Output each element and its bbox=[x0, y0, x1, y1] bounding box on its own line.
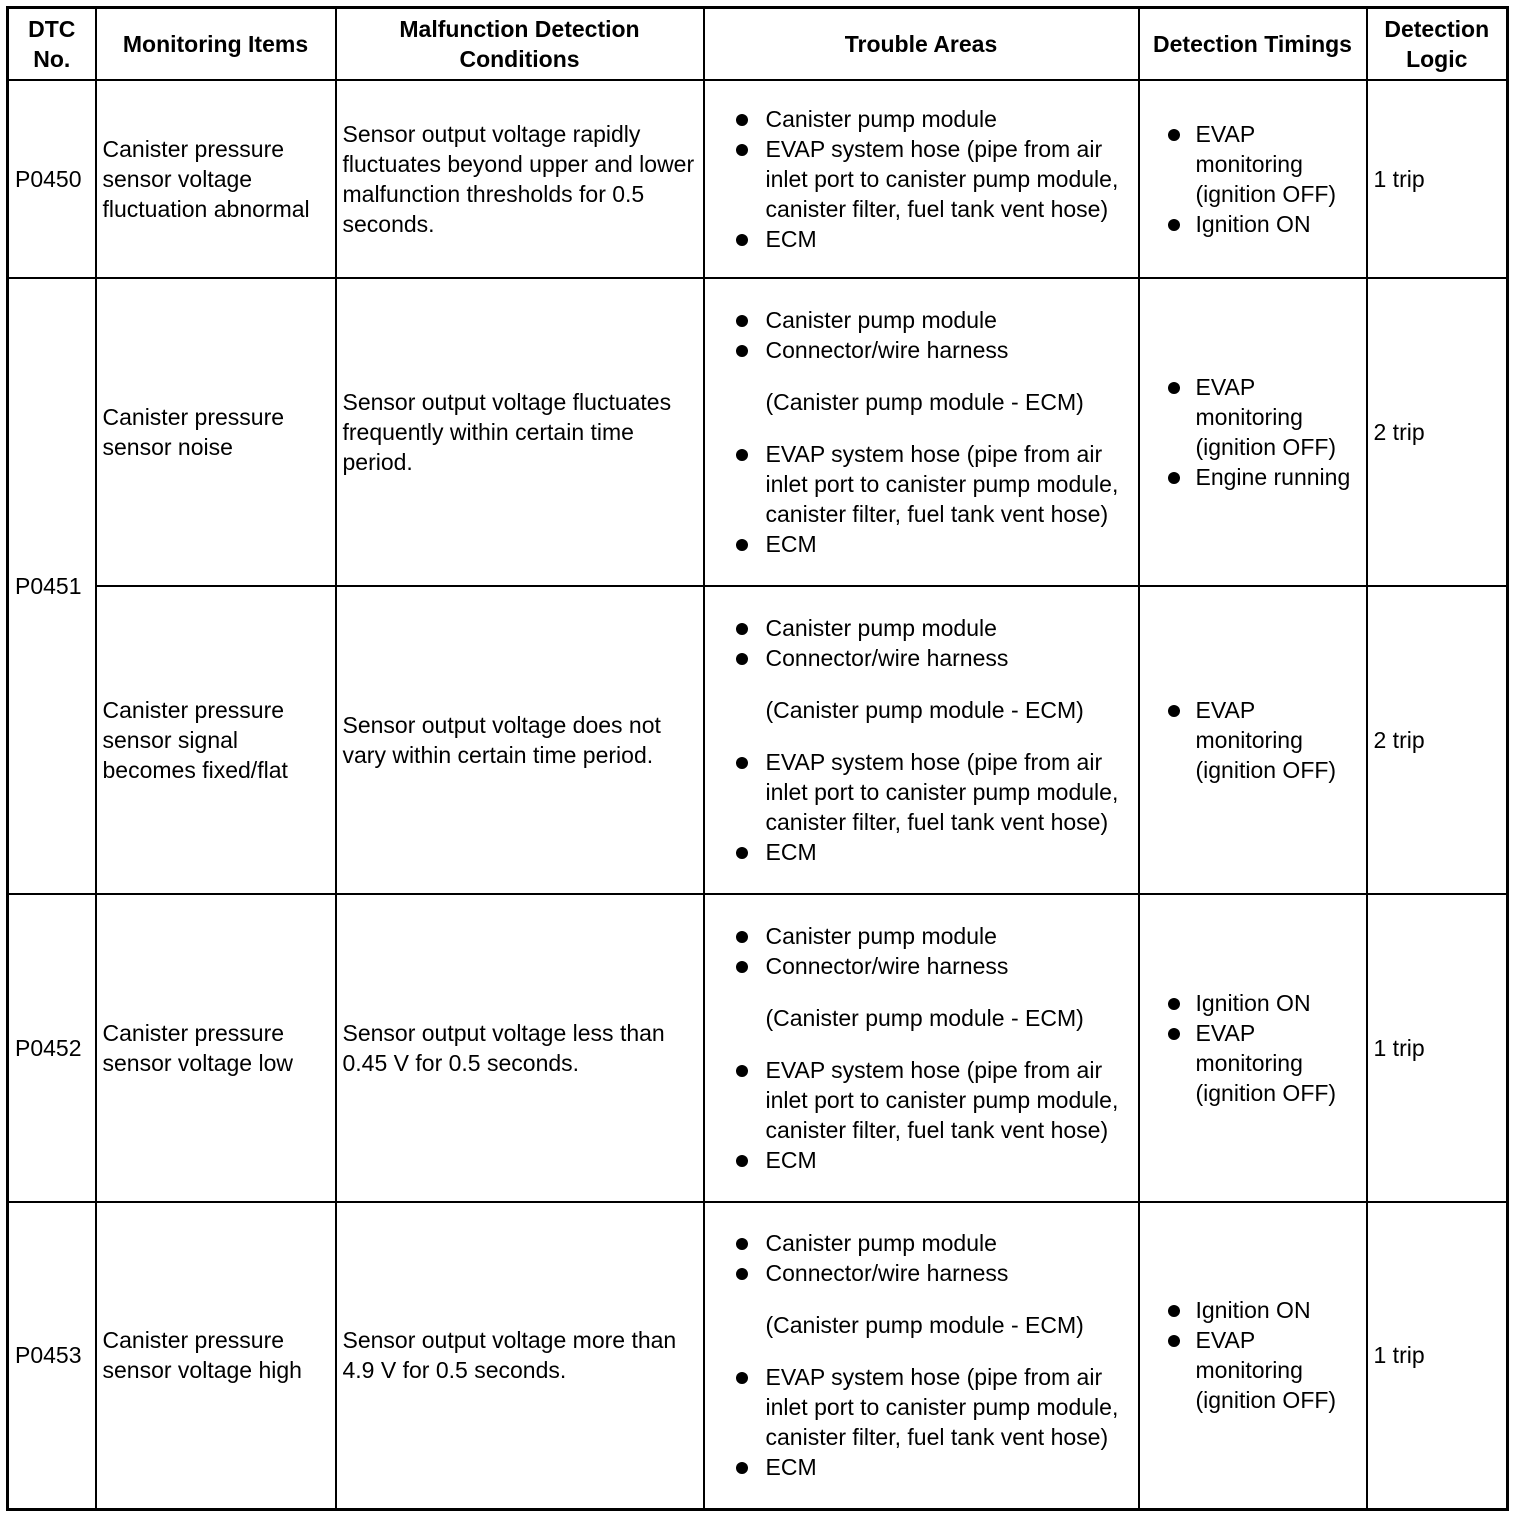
timing-item: EVAP monitoring (ignition OFF) bbox=[1146, 1018, 1360, 1108]
monitoring-item: Canister pressure sensor signal becomes fixed/flat bbox=[96, 586, 336, 894]
detection-timings bbox=[1139, 894, 1367, 1202]
trouble-area-item: EVAP system hose (pipe from air inlet port to canister pump module, canister filter, fuel tank vent hose) bbox=[711, 134, 1132, 224]
detection-logic: 1 trip bbox=[1367, 894, 1508, 1202]
header-areas: Trouble Areas bbox=[704, 8, 1139, 80]
trouble-area-item: ECM bbox=[711, 224, 1132, 254]
trouble-area-subline: (Canister pump module - ECM) bbox=[765, 1312, 1084, 1339]
header-dtc: DTC No. bbox=[8, 8, 96, 80]
trouble-area-item: Canister pump module bbox=[711, 305, 1132, 335]
timing-item: EVAP monitoring (ignition OFF) bbox=[1146, 695, 1360, 785]
header-logic: Detection Logic bbox=[1367, 8, 1508, 80]
detection-timings bbox=[1139, 278, 1367, 586]
header-row bbox=[8, 8, 1508, 80]
timing-item: Ignition ON bbox=[1146, 988, 1360, 1018]
timing-item: EVAP monitoring (ignition OFF) bbox=[1146, 119, 1360, 209]
timing-item: EVAP monitoring (ignition OFF) bbox=[1146, 372, 1360, 462]
table-row bbox=[8, 278, 1508, 586]
detection-timings bbox=[1139, 1202, 1367, 1510]
trouble-area-item: ECM bbox=[711, 1145, 1132, 1175]
monitoring-item: Canister pressure sensor voltage low bbox=[96, 894, 336, 1202]
table-row bbox=[8, 586, 1508, 894]
trouble-area-item: Connector/wire harness bbox=[711, 1258, 1132, 1288]
header-conditions: Malfunction Detection Conditions bbox=[336, 8, 704, 80]
monitoring-item: Canister pressure sensor noise bbox=[96, 278, 336, 586]
trouble-areas bbox=[704, 586, 1139, 894]
detection-condition: Sensor output voltage does not vary within certain time period. bbox=[336, 586, 704, 894]
detection-logic: 2 trip bbox=[1367, 586, 1508, 894]
detection-condition: Sensor output voltage less than 0.45 V for 0.5 seconds. bbox=[336, 894, 704, 1202]
timing-item: Ignition ON bbox=[1146, 1295, 1360, 1325]
detection-logic: 1 trip bbox=[1367, 1202, 1508, 1510]
trouble-area-item: EVAP system hose (pipe from air inlet port to canister pump module, canister filter, fuel tank vent hose) bbox=[711, 1362, 1132, 1452]
detection-condition: Sensor output voltage rapidly fluctuates beyond upper and lower malfunction thresholds for 0.5 seconds. bbox=[336, 80, 704, 278]
timing-item: EVAP monitoring (ignition OFF) bbox=[1146, 1325, 1360, 1415]
trouble-areas bbox=[704, 80, 1139, 278]
header-timings: Detection Timings bbox=[1139, 8, 1367, 80]
timing-item: Engine running bbox=[1146, 462, 1360, 492]
trouble-area-item: Canister pump module bbox=[711, 1228, 1132, 1258]
trouble-areas bbox=[704, 1202, 1139, 1510]
trouble-area-item: Canister pump module bbox=[711, 613, 1132, 643]
trouble-area-item: ECM bbox=[711, 1452, 1132, 1482]
monitoring-item: Canister pressure sensor voltage fluctuation abnormal bbox=[96, 80, 336, 278]
trouble-area-subline: (Canister pump module - ECM) bbox=[765, 696, 1084, 723]
detection-timings bbox=[1139, 80, 1367, 278]
trouble-area-item: ECM bbox=[711, 529, 1132, 559]
trouble-areas bbox=[704, 894, 1139, 1202]
trouble-area-item: EVAP system hose (pipe from air inlet port to canister pump module, canister filter, fuel tank vent hose) bbox=[711, 439, 1132, 529]
table-row bbox=[8, 894, 1508, 1202]
detection-timings bbox=[1139, 586, 1367, 894]
timing-item: Ignition ON bbox=[1146, 209, 1360, 239]
trouble-area-item: Connector/wire harness bbox=[711, 335, 1132, 365]
detection-logic: 2 trip bbox=[1367, 278, 1508, 586]
header-monitoring: Monitoring Items bbox=[96, 8, 336, 80]
trouble-areas bbox=[704, 278, 1139, 586]
dtc-code: P0452 bbox=[8, 894, 96, 1202]
trouble-area-item: Connector/wire harness bbox=[711, 951, 1132, 981]
table-row bbox=[8, 80, 1508, 278]
trouble-area-subline: (Canister pump module - ECM) bbox=[765, 1004, 1084, 1031]
trouble-area-item: Connector/wire harness bbox=[711, 643, 1132, 673]
trouble-area-item: EVAP system hose (pipe from air inlet port to canister pump module, canister filter, fuel tank vent hose) bbox=[711, 747, 1132, 837]
detection-logic: 1 trip bbox=[1367, 80, 1508, 278]
trouble-area-item: ECM bbox=[711, 837, 1132, 867]
detection-condition: Sensor output voltage fluctuates frequently within certain time period. bbox=[336, 278, 704, 586]
dtc-code: P0453 bbox=[8, 1202, 96, 1510]
trouble-area-item: Canister pump module bbox=[711, 921, 1132, 951]
trouble-area-item: EVAP system hose (pipe from air inlet port to canister pump module, canister filter, fuel tank vent hose) bbox=[711, 1055, 1132, 1145]
trouble-area-item: Canister pump module bbox=[711, 104, 1132, 134]
detection-condition: Sensor output voltage more than 4.9 V for 0.5 seconds. bbox=[336, 1202, 704, 1510]
trouble-area-subline: (Canister pump module - ECM) bbox=[765, 388, 1084, 415]
table-row bbox=[8, 1202, 1508, 1510]
dtc-code: P0451 bbox=[8, 278, 96, 894]
dtc-table bbox=[6, 6, 1509, 1511]
dtc-code: P0450 bbox=[8, 80, 96, 278]
monitoring-item: Canister pressure sensor voltage high bbox=[96, 1202, 336, 1510]
